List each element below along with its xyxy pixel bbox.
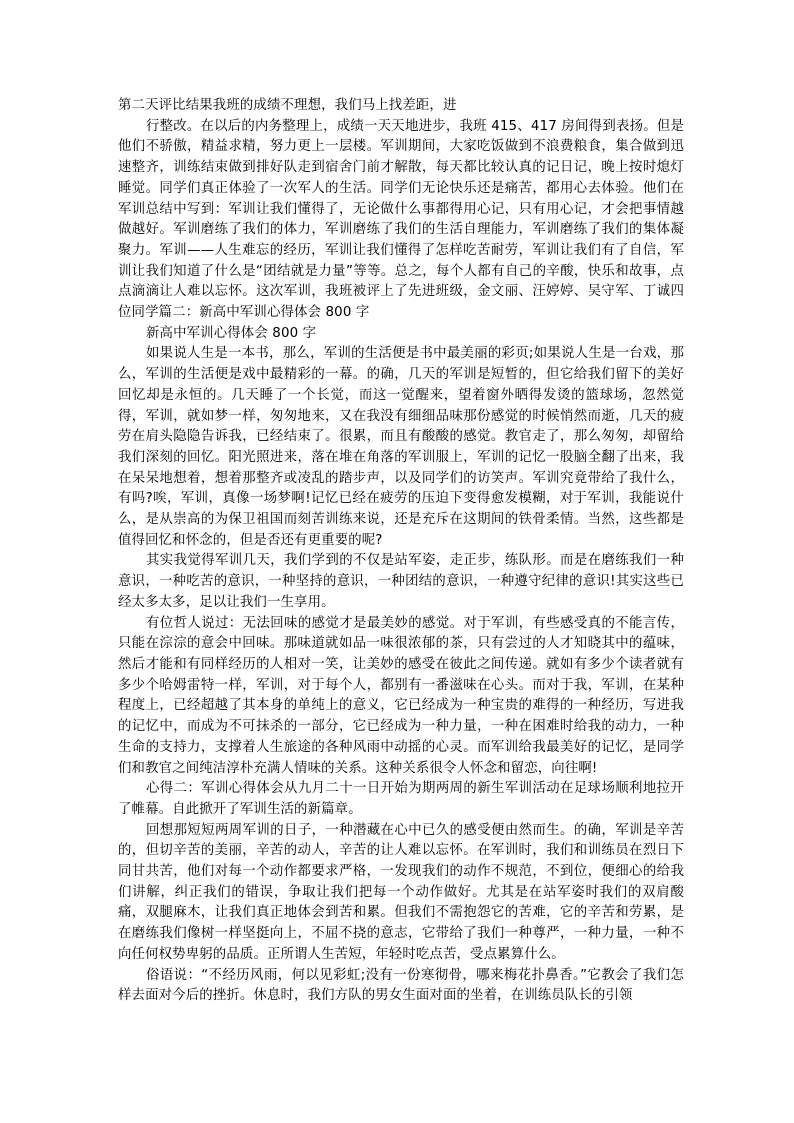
paragraph: 其实我觉得军训几天，我们学到的不仅是站军姿，走正步，练队形。而是在磨练我们一种意识，一种吃苦的意识，一种坚持的意识，一种团结的意识，一种遵守纪律的意识!其实这些已经太多太多，足以让我们一生享用。	[118, 553, 684, 610]
paragraph: 俗语说：“不经历风雨，何以见彩虹;没有一份寒彻骨，哪来梅花扑鼻香。”它教会了我们怎样去面对今后的挫折。休息时，我们方队的男女生面对面的坐着，在训练员队长的引领	[118, 967, 684, 1004]
document-body	[118, 96, 684, 1007]
paragraph: 新高中军训心得体会 800 字	[146, 325, 317, 341]
paragraph: 如果说人生是一本书，那么，军训的生活便是书中最美丽的彩页;如果说人生是一台戏，那么，军训的生活便是戏中最精彩的一幕。的确，几天的军训是短暂的，但它给我们留下的美好回忆却是永恒的。几天睡了一个长觉，而这一觉醒来，望着窗外晒得发烫的篮球场，忽然觉得，军训，就如梦一样，匆匆地来，又在我没有细细品味那份感觉的时候悄然而逝，几天的疲劳在肩头隐隐告诉我，已经结束了。很累，而且有酸酸的感觉。教官走了，那么匆匆，却留给我们深刻的回忆。阳光照进来，落在堆在角落的军训服上，军训的记忆一股脑全翻了出来，我在呆呆地想着，想着那整齐或凌乱的踏步声，以及同学们的访笑声。军训究竟带给了我什么，有吗?唉，军训，真像一场梦啊!记忆已经在疲劳的压迫下变得愈发模糊，对于军训，我能说什么，是从崇高的为保卫祖国而刻苦训练来说，还是充斥在这期间的铁骨柔情。当然，这些都是值得回忆和怀念的，但是否还有更重要的呢?	[118, 346, 684, 548]
paragraph: 行整改。在以后的内务整理上，成绩一天天地进步，我班 415、417 房间得到表扬。但是他们不骄傲，精益求精，努力更上一层楼。军训期间，大家吃饭做到不浪费粮食，集合做到迅速整齐，训练结束做到排好队走到宿舍门前才解散，每天都比较认真的记日记，晚上按时熄灯睡觉。同学们真正体验了一次军人的生活。同学们无论快乐还是痛苦，都用心去体验。他们在军训总结中写到：军训让我们懂得了，无论做什么事都得用心记，只有用心记，才会把事情越做越好。军训磨练了我们的体力，军训磨练了我们的生活自理能力，军训磨练了我们的集体凝聚力。军训——人生难忘的经历，军训让我们懂得了怎样吃苦耐劳，军训让我们有了自信，军训让我们知道了什么是“团结就是力量”等等。总之，每个人都有自己的辛酸，快乐和故事，点点滴滴让人难以忘怀。这次军训，我班被评上了先进班级，金文丽、汪婷婷、吴守军、丁诚四位同学篇二：新高中军训心得体会 800 字	[118, 118, 684, 321]
paragraph: 第二天评比结果我班的成绩不理想，我们马上找差距，进	[118, 98, 457, 113]
paragraph: 回想那短短两周军训的日子，一种潜藏在心中已久的感受便由然而生。的确，军训是辛苦的，但切辛苦的美丽，辛苦的动人，辛苦的让人难以忘怀。在军训时，我们和训练员在烈日下同甘共苦，他们对每一个动作都要求严格，一发现我们的动作不规范，不到位，便细心的给我们讲解，纠正我们的错误，争取让我们把每一个动作做好。尤其是在站军姿时我们的双肩酸痛，双腿麻木，让我们真正地体会到苦和累。但我们不需抱怨它的苦难，它的辛苦和劳累，是在磨练我们像树一样坚挺向上，不屈不挠的意志，它带给了我们一种尊严，一种力量，一种不向任何权势卑躬的品质。正所谓人生苦短，年轻时吃点苦，受点累算什么。	[118, 822, 684, 962]
paragraph: 有位哲人说过：无法回味的感觉才是最美妙的感觉。对于军训，有些感受真的不能言传，只能在淙淙的意会中回味。那味道就如品一味很浓郁的茶，只有尝过的人才知晓其中的蕴味，然后才能和有同样经历的人相对一笑，让美妙的感受在彼此之间传递。就如有多少个读者就有多少个哈姆雷特一样，军训，对于每个人，都别有一番滋味在心头。而对于我，军训，在某种程度上，已经超越了其本身的单纯上的意义，它已经成为一种宝贵的难得的一种经历，写进我的记忆中，而成为不可抹杀的一部分，它已经成为一种力量，一种在困难时给我的动力，一种生命的支持力，支撑着人生旅途的各种风雨中动摇的心灵。而军训给我最美好的记忆，是同学们和教官之间纯洁淳朴充满人情味的关系。这种关系很令人怀念和留恋，向往啊!	[118, 615, 684, 776]
paragraph: 心得二：军训心得体会从九月二十一日开始为期两周的新生军训活动在足球场顺利地拉开了帷幕。自此掀开了军训生活的新篇章。	[118, 781, 684, 817]
